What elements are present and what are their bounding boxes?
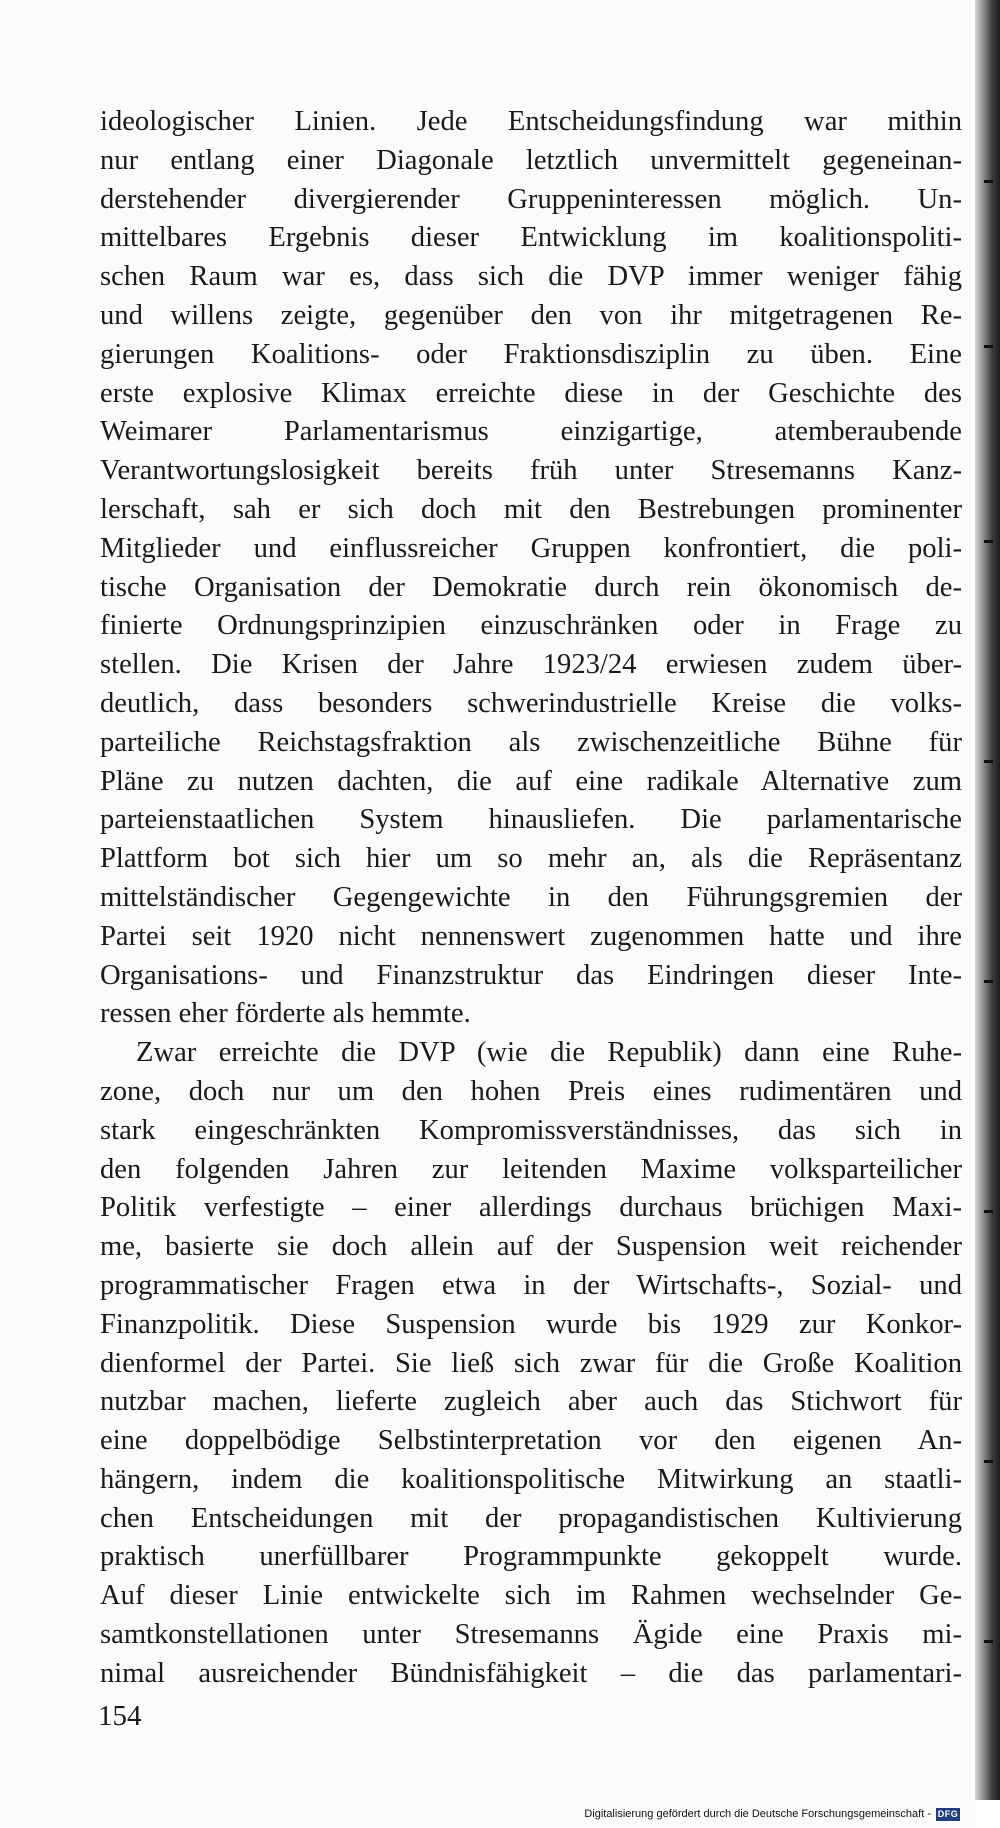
text-line: Weimarer Parlamentarismus einzigartige, atemberaubende <box>100 416 962 448</box>
text-line: lerschaft, sah er sich doch mit den Bestrebungen prominenter <box>100 493 962 525</box>
text-line: und willens zeigte, gegenüber den von ihr mitgetragenen Re- <box>100 299 962 331</box>
text-line: nutzbar machen, lieferte zugleich aber auch das Stichwort für <box>100 1386 962 1418</box>
text-line: tische Organisation der Demokratie durch rein ökonomisch de- <box>100 571 962 603</box>
dfg-logo: DFG <box>937 1808 959 1819</box>
text-line: samtkonstellationen unter Stresemanns Ägide eine Praxis mi- <box>100 1619 962 1651</box>
text-line: stellen. Die Krisen der Jahre 1923/24 erwiesen zudem über- <box>100 649 962 681</box>
text-line: deutlich, dass besonders schwerindustrielle Kreise die volks- <box>100 687 962 719</box>
text-line: hängern, indem die koalitionspolitische Mitwirkung an staatli- <box>100 1463 962 1495</box>
body-text <box>100 103 962 1694</box>
text-line: me, basierte sie doch allein auf der Suspension weit reichender <box>100 1231 962 1263</box>
paragraph <box>100 1034 962 1694</box>
text-line: ressen eher förderte als hemmte. <box>100 998 471 1030</box>
text-line: programmatischer Fragen etwa in der Wirtschafts-, Sozial- und <box>100 1269 962 1301</box>
text-line: Pläne zu nutzen dachten, die auf eine radikale Alternative zum <box>100 765 962 797</box>
text-line: erste explosive Klimax erreichte diese in der Geschichte des <box>100 377 962 409</box>
text-line: den folgenden Jahren zur leitenden Maxime volksparteilicher <box>100 1153 962 1185</box>
text-line: Finanzpolitik. Diese Suspension wurde bis 1929 zur Konkor- <box>100 1308 962 1340</box>
text-line: dienformel der Partei. Sie ließ sich zwar für die Große Koalition <box>100 1347 962 1379</box>
text-line: chen Entscheidungen mit der propagandistischen Kultivierung <box>100 1502 962 1534</box>
text-line: parteienstaatlichen System hinausliefen. Die parlamentarische <box>100 804 962 836</box>
text-line: Politik verfestigte – einer allerdings durchaus brüchigen Maxi- <box>100 1192 962 1224</box>
text-line: ideologischer Linien. Jede Entscheidungsfindung war mithin <box>100 106 962 137</box>
text-line: Organisations- und Finanzstruktur das Eindringen dieser Inte- <box>100 959 962 991</box>
text-line: derstehender divergierender Gruppeninteressen möglich. Un- <box>100 183 962 215</box>
book-gutter-shadow <box>975 0 1000 1800</box>
text-line: gierungen Koalitions- oder Fraktionsdisziplin zu üben. Eine <box>100 338 962 370</box>
text-line: Auf dieser Linie entwickelte sich im Rahmen wechselnder Ge- <box>100 1580 962 1612</box>
text-line: parteiliche Reichstagsfraktion als zwischenzeitliche Bühne für <box>100 726 962 758</box>
text-line: zone, doch nur um den hohen Preis eines rudimentären und <box>100 1075 962 1107</box>
text-line: eine doppelbödige Selbstinterpretation vor den eigenen An- <box>100 1425 962 1457</box>
text-line: Mitglieder und einflussreicher Gruppen konfrontiert, die poli- <box>100 532 962 564</box>
text-line: praktisch unerfüllbarer Programmpunkte gekoppelt wurde. <box>100 1541 962 1573</box>
text-line: Plattform bot sich hier um so mehr an, als die Repräsentanz <box>100 843 962 875</box>
text-line: Zwar erreichte die DVP (wie die Republik) dann eine Ruhe- <box>136 1037 962 1069</box>
page-number: 154 <box>98 1700 142 1732</box>
text-line: Verantwortungslosigkeit bereits früh unter Stresemanns Kanz- <box>100 455 962 487</box>
text-line: schen Raum war es, dass sich die DVP immer weniger fähig <box>100 261 962 293</box>
digitization-credit <box>584 1807 960 1821</box>
credit-text: Digitalisierung gefördert durch die Deutsche Forschungsgemeinschaft - <box>584 1808 931 1820</box>
text-line: nimal ausreichender Bündnisfähigkeit – die das parlamentari- <box>100 1657 962 1689</box>
text-line: nur entlang einer Diagonale letztlich unvermittelt gegeneinan- <box>100 144 962 176</box>
text-line: finierte Ordnungsprinzipien einzuschränken oder in Frage zu <box>100 610 962 642</box>
text-line: mittelbares Ergebnis dieser Entwicklung im koalitionspoliti- <box>100 222 962 254</box>
text-line: Partei seit 1920 nicht nennenswert zugenommen hatte und ihre <box>100 920 962 952</box>
text-line: stark eingeschränkten Kompromissverständnisses, das sich in <box>100 1114 962 1146</box>
paragraph <box>100 103 962 1034</box>
text-line: mittelständischer Gegengewichte in den Führungsgremien der <box>100 881 962 913</box>
